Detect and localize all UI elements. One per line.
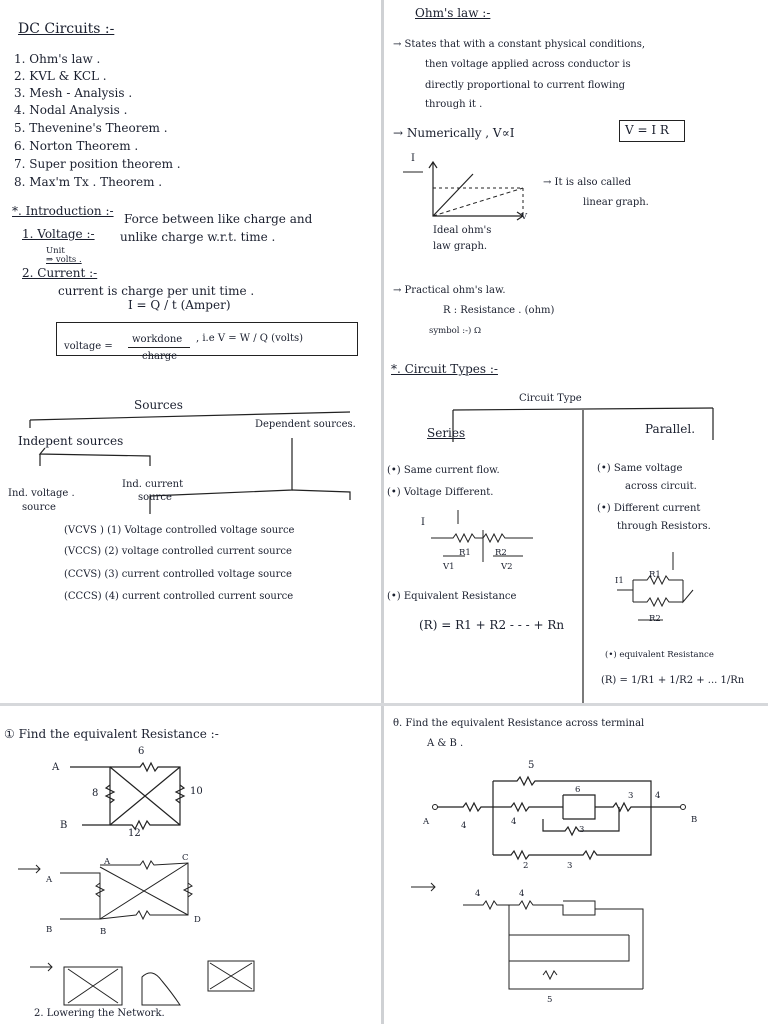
resistor-4-label: 4: [511, 817, 517, 827]
topic-item: 4. Nodal Analysis .: [14, 103, 128, 117]
graph-note: → It is also called: [543, 177, 631, 188]
list-item: (VCCS) (2) voltage controlled current source: [64, 546, 292, 557]
graph-axis-i: I: [411, 153, 415, 164]
page-equivalent-resistance-q2: [383, 705, 768, 1024]
terminal-a-label: A: [423, 817, 430, 827]
terminal-b-label: B: [60, 820, 68, 831]
ohms-law-statement: → States that with a constant physical conditions,: [393, 39, 646, 50]
series-v1-label: V1: [443, 562, 455, 572]
node-a-label: A: [46, 875, 53, 885]
current-label: 2. Current :-: [22, 266, 98, 280]
formula-value: V = I R: [625, 123, 669, 137]
node-a-label: A: [104, 857, 111, 867]
parallel-label: Parallel.: [645, 422, 696, 436]
bottom-note: 2. Lowering the Network.: [34, 1008, 165, 1019]
sources-label: Sources: [134, 398, 183, 412]
graph-axis-v: V: [521, 212, 528, 222]
resistance-def: R : Resistance . (ohm): [443, 305, 555, 316]
terminal-a-label: A: [52, 762, 60, 773]
parallel-i1-label: I1: [615, 576, 624, 586]
series-equivalent-formula: (R) = R1 + R2 - - - + Rn: [419, 618, 565, 632]
series-point: (•) Same current flow.: [387, 465, 500, 476]
parallel-point: (•) Different current: [597, 503, 701, 514]
page-title: DC Circuits :-: [18, 21, 115, 37]
resistor-12-label: 12: [128, 828, 141, 839]
page-dc-circuits: [0, 0, 383, 705]
unit-label: Unit: [46, 246, 65, 256]
graph-caption: Ideal ohm's: [433, 225, 492, 236]
voltage-definition: Force between like charge and: [124, 212, 313, 226]
question-text: ① Find the equivalent Resistance :-: [4, 727, 219, 741]
resistance-symbol: symbol :-) Ω: [429, 326, 482, 336]
ind-voltage-source: source: [22, 502, 56, 513]
parallel-equivalent-label: (•) equivalent Resistance: [605, 650, 714, 660]
dependent-sources-label: Dependent sources.: [255, 419, 356, 430]
topic-item: 6. Norton Theorem .: [14, 139, 139, 153]
topic-item: 5. Thevenine's Theorem .: [14, 121, 168, 135]
resistor-3-label: 3: [567, 861, 573, 871]
list-item: (VCVS ) (1) Voltage controlled voltage source: [64, 525, 295, 536]
voltage-box-denominator: charge: [142, 351, 178, 362]
series-label: Series: [427, 426, 466, 440]
question-text: A & B .: [427, 738, 464, 749]
resistor-8-label: 8: [92, 788, 99, 799]
section-heading-introduction: *. Introduction :-: [12, 204, 114, 218]
voltage-box-rest: , i.e V = W / Q (volts): [196, 333, 303, 344]
parallel-r2-label: R2: [649, 614, 661, 624]
resistor-5-label: 5: [528, 760, 535, 771]
parallel-point: through Resistors.: [617, 521, 711, 532]
redraw-resistor-5-label: 5: [547, 995, 553, 1005]
q1-circuit-diagrams: [0, 705, 383, 1005]
resistor-2-label: 2: [523, 861, 529, 871]
ohms-law-statement: directly proportional to current flowing: [425, 80, 626, 91]
parallel-equivalent-formula: (R) = 1/R1 + 1/R2 + ... 1/Rn: [601, 675, 745, 686]
series-current-label: I: [421, 517, 425, 528]
parallel-point: across circuit.: [625, 481, 697, 492]
voltage-label: 1. Voltage :-: [22, 227, 95, 241]
section-heading-circuit-types: *. Circuit Types :-: [391, 362, 498, 376]
question-text: θ. Find the equivalent Resistance across terminal: [393, 718, 645, 729]
page-ohms-law: [383, 0, 768, 705]
ind-voltage-source: Ind. voltage .: [8, 488, 75, 499]
current-definition: current is charge per unit time .: [58, 284, 255, 298]
node-b-label: B: [100, 927, 107, 937]
series-v2-label: V2: [501, 562, 513, 572]
page-divider-horizontal: [0, 703, 768, 706]
ind-current-source: Ind. current: [122, 479, 184, 490]
series-r2-label: R2: [495, 548, 507, 558]
independent-sources-label: Indepent sources: [18, 434, 124, 448]
practical-law: → Practical ohm's law.: [393, 285, 506, 296]
voltage-definition: unlike charge w.r.t. time .: [120, 230, 276, 244]
graph-note: linear graph.: [583, 197, 649, 208]
voltage-box-numerator: workdone: [132, 334, 183, 345]
circuit-type-label: Circuit Type: [519, 393, 582, 404]
redraw-resistor-4-label: 4: [519, 889, 525, 899]
series-equivalent-label: (•) Equivalent Resistance: [387, 591, 517, 602]
node-d-label: D: [194, 915, 201, 925]
resistor-6-label: 6: [138, 746, 145, 757]
fraction-bar: [128, 347, 190, 348]
resistor-3-label: 3: [579, 825, 585, 835]
resistor-6-label: 6: [575, 785, 581, 795]
topic-item: 7. Super position theorem .: [14, 157, 181, 171]
topic-item: 1. Ohm's law .: [14, 52, 101, 66]
node-c-label: C: [182, 853, 189, 863]
node-b-label: B: [46, 925, 53, 935]
graph-caption: law graph.: [433, 241, 488, 252]
redraw-resistor-4-label: 4: [475, 889, 481, 899]
series-r1-label: R1: [459, 548, 471, 558]
current-formula: I = Q / t (Amper): [128, 298, 231, 312]
resistor-10-label: 10: [190, 786, 203, 797]
topic-item: 8. Max'm Tx . Theorem .: [14, 175, 163, 189]
voltage-box-label: voltage =: [64, 341, 113, 352]
resistor-3-label: 3: [628, 791, 634, 801]
resistor-4-label: 4: [655, 791, 661, 801]
list-item: (CCVS) (3) current controlled voltage source: [64, 569, 292, 580]
topic-item: 2. KVL & KCL .: [14, 69, 107, 83]
terminal-b-label: B: [691, 815, 698, 825]
ohms-law-statement: through it .: [425, 99, 483, 110]
q2-circuit-diagram: [383, 705, 768, 1024]
series-point: (•) Voltage Different.: [387, 487, 494, 498]
parallel-point: (•) Same voltage: [597, 463, 683, 474]
numerical-statement: → Numerically , V∝I: [393, 126, 515, 140]
parallel-r1-label: R1: [649, 570, 661, 580]
ohms-law-statement: then voltage applied across conductor is: [425, 59, 631, 70]
page-divider-vertical: [381, 0, 384, 1024]
unit-value: ⇒ volts .: [46, 255, 82, 265]
page-title: Ohm's law :-: [415, 6, 491, 20]
page-equivalent-resistance-q1: [0, 705, 383, 1024]
topic-item: 3. Mesh - Analysis .: [14, 86, 133, 100]
resistor-4-label: 4: [461, 821, 467, 831]
list-item: (CCCS) (4) current controlled current source: [64, 591, 294, 602]
ind-current-source: source: [138, 492, 172, 503]
